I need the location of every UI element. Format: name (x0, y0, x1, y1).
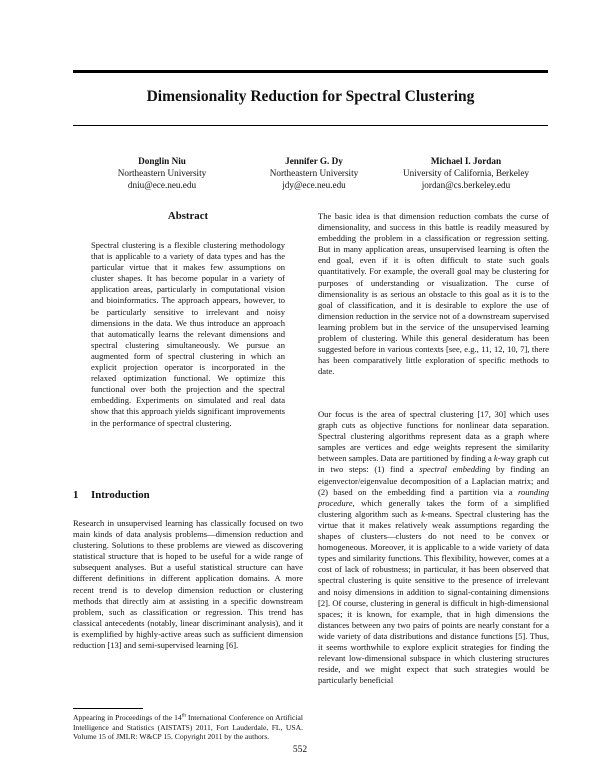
author-email: jordan@cs.berkeley.edu (421, 180, 511, 190)
text-run: , which generally takes the form of a simplified clustering algorithm such as (318, 497, 549, 519)
abstract-heading: Abstract (167, 210, 209, 222)
intro-text: Research in unsupervised learning has classically focused on two main kinds of data analysis problems—dimension reduction and clustering. Solutions to these problems are viewed as discovering statistical structure that is hoped to be useful for a wide range of subsequent analyses. But a useful statistical structure can have different definitions in different application domains. A more recent trend is to develop dimension reduction or clustering methods that directly aim at assisting in a specific downstream problem, such as classification or regression. This trend has classical antecedents (notably, linear discriminant analysis), and it is exemplified by highly-active areas such as sufficient dimension reduction [13] and semi-supervised learning [6]. (73, 518, 303, 651)
section-number: 1 (73, 489, 79, 501)
paragraph-text (318, 409, 549, 686)
author-affiliation: Northeastern University (269, 168, 359, 178)
footnote-rule (73, 708, 143, 709)
footnote-superscript: th (181, 712, 186, 719)
author-3 (386, 155, 546, 191)
author-affiliation: University of California, Berkeley (402, 168, 530, 178)
footnote (73, 713, 303, 742)
author-name: Jennifer G. Dy (285, 156, 343, 166)
title-bottom-rule (73, 125, 548, 126)
title-top-rule (73, 70, 548, 73)
author-1 (82, 155, 242, 191)
author-email: dniu@ece.neu.edu (127, 180, 197, 190)
text-run: -way graph cut in two steps: (1) find a (318, 453, 549, 475)
section-title: Introduction (91, 489, 150, 501)
term-spectral-embedding: spectral embedding (419, 464, 491, 475)
right-paragraph-1 (318, 211, 549, 377)
text-run: Our focus is the area of spectral clustering [17, 30] which uses graph cuts as objective functions for nonlinear data separation. Spectral clustering algorithms represent data as a graph where samples are vertices and edge weights represent the similarity between samples. Data are partitioned by finding a (318, 409, 549, 464)
footnote-text: Appearing in Proceedings of the 14 (73, 713, 182, 722)
term-rounding-procedure: rounding procedure (318, 486, 549, 508)
author-name: Donglin Niu (138, 156, 186, 166)
abstract-body (91, 240, 285, 429)
right-paragraph-2 (318, 409, 549, 686)
footnote-text: International Conference on Artificial Intelligence and Statistics (AISTATS) 2011, Fort Lauderdale, FL, USA. Volume 15 of JMLR: W&CP 15. Copyright 2011 by the authors. (73, 713, 304, 742)
page-number: 552 (292, 745, 308, 755)
author-affiliation: Northeastern University (117, 168, 207, 178)
author-2 (234, 155, 394, 191)
intro-paragraph-1 (73, 518, 303, 651)
math-k: k (493, 453, 498, 464)
paragraph-text: The basic idea is that dimension reduction combats the curse of dimensionality, and success in this battle is readily measured by embedding the problem in a classification or regression setting. But in many application areas, unsupervised learning is often the end goal, even if it is often difficult to state such goals quantitatively. For example, the overall goal may be clustering for purposes of understanding or visualization. The curse of dimensionality is as serious an obstacle to this goal as it is to the goal of classification, and it is desirable to explore the use of dimension reduction in the service not of a downstream supervised learning problem but in the service of the unsupervised learning problem of clustering. While this general desideratum has been suggested before in various contexts [see, e.g., 11, 12, 10, 7], there has been comparatively little exploration of specific methods to date. (318, 211, 549, 377)
author-email: jdy@ece.neu.edu (282, 180, 346, 190)
math-k: k (421, 508, 426, 519)
text-run: -means. Spectral clustering has the virtue that it makes relatively weak assumptions regarding the shapes of clusters—clusters do not need to be convex or homogeneous. Moreover, it is applicable to a wide variety of data types and similarity functions. This flexibility, however, comes at a cost of lack of robustness; in particular, it has been observed that spectral clustering is quite sensitive to the presence of irrelevant and noisy dimensions in addition to signal-containing dimensions [2]. Of course, clustering in general is difficult in high-dimensional spaces; it is known, for example, that in high dimensions the distances between any two pairs of points are nearly constant for a wide variety of data distributions and distance functions [5]. Thus, it seems worthwhile to explore explicit strategies for finding the relevant low-dimensional subspace in which clustering structures reside, and we might expect that such strategies would be particularly beneficial (318, 508, 549, 686)
text-run: by finding an eigenvector/eigenvalue decomposition of a Laplacian matrix; and (2) based on the embedding find a partition via a (318, 464, 549, 497)
section-heading-introduction (73, 489, 150, 501)
paper-title: Dimensionality Reduction for Spectral Clustering (146, 88, 475, 105)
abstract-text: Spectral clustering is a flexible clustering methodology that is applicable to a variety of data types and has the particular virtue that it makes few assumptions on cluster shapes. It has become popular in a variety of application areas, particularly in computational vision and bioinformatics. The approach appears, however, to be particularly sensitive to irrelevant and noisy dimensions in the data. We thus introduce an approach that automatically learns the relevant dimensions and spectral clustering simultaneously. We pursue an augmented form of spectral clustering in which an explicit projection operator is incorporated in the relaxed optimization functional. We optimize this functional over both the projection and the spectral embedding. Experiments on simulated and real data show that this approach yields significant improvements in the performance of spectral clustering. (91, 240, 285, 428)
author-name: Michael I. Jordan (430, 156, 502, 166)
